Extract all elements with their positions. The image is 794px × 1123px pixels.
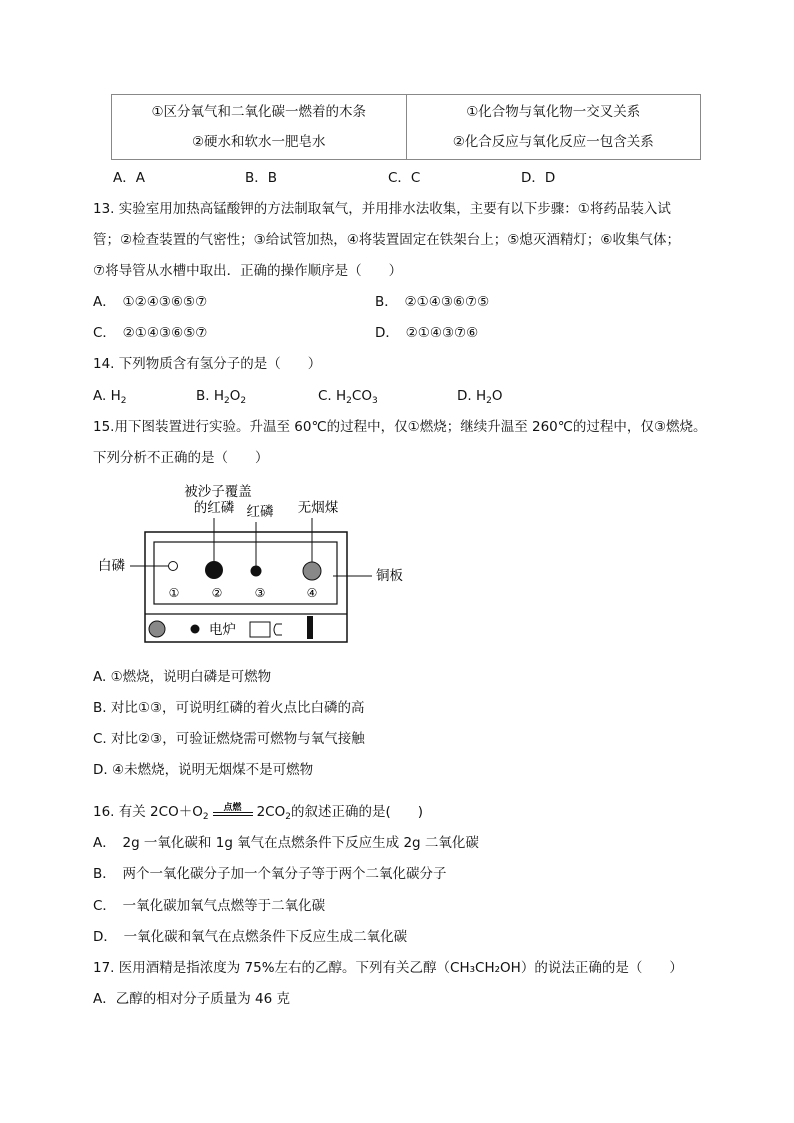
- q16-option-a: A． 2g 一氧化碳和 1g 氧气在点燃条件下反应生成 2g 二氧化碳: [93, 835, 479, 851]
- number-2: ②: [211, 586, 223, 600]
- q15-stem-line1: 15.用下图装置进行实验。升温至 60℃的过程中，仅①燃烧；继续升温至 260℃的过程中，仅③燃烧。: [93, 419, 707, 435]
- q14-option-a: A. $H_2$: [93, 388, 127, 406]
- q12-option-a: A．A: [113, 170, 145, 186]
- q13-option-a: A． ①②④③⑥⑤⑦: [93, 294, 208, 310]
- q14-stem: 14. 下列物质含有氢分子的是（ ）: [93, 356, 322, 372]
- q14-option-d: D. $H_2O$: [457, 388, 503, 406]
- label-coal: 无烟煤: [297, 500, 339, 516]
- table-left-row2: ②硬水和软水一肥皂水: [191, 134, 326, 150]
- table-cell-right: [406, 95, 701, 160]
- coal-dot: [303, 562, 321, 580]
- label-copper-plate: 铜板: [376, 568, 403, 584]
- label-white-phosphorus: 白磷: [98, 558, 125, 574]
- q16-option-b: B． 两个一氧化碳分子加一个氧分子等于两个二氧化碳分子: [93, 866, 447, 882]
- number-3: ③: [254, 586, 266, 600]
- stove-knob-gray: [149, 621, 165, 637]
- q15-option-a: A. ①燃烧，说明白磷是可燃物: [93, 669, 272, 685]
- label-covered-1: 被沙子覆盖: [184, 484, 252, 500]
- q15-option-c: C. 对比②③，可验证燃烧需可燃物与氧气接触: [93, 731, 365, 747]
- q13-stem-line3: ⑦将导管从水槽中取出．正确的操作顺序是（ ）: [93, 263, 403, 279]
- q15-stem-line2: 下列分析不正确的是（ ）: [93, 450, 269, 466]
- label-red-phosphorus: 红磷: [246, 504, 274, 520]
- q13-stem-line1: 13. 实验室用加热高锰酸钾的方法制取氧气，并用排水法收集，主要有以下步骤：①将药品装入试: [93, 201, 671, 217]
- stove-display: [250, 622, 270, 637]
- stove-switch-icon: [274, 624, 282, 635]
- q13-option-b: B． ②①④③⑥⑦⑤: [375, 294, 490, 310]
- q12-option-d: D．D: [521, 170, 556, 186]
- covered-red-phosphorus-dot: [205, 561, 223, 579]
- q16-option-d: D． 一氧化碳和氧气在点燃条件下反应生成二氧化碳: [93, 929, 408, 945]
- q12-option-c: C．C: [388, 170, 421, 186]
- table-right-row2: ②化合反应与氧化反应一包含关系: [452, 134, 654, 150]
- table-right-row1: ①化合物与氧化物一交叉关系: [466, 104, 641, 120]
- q16-stem: 16. 有关 $2CO+O_2$ 点燃 $2CO_2$的叙述正确的是( ): [93, 803, 423, 822]
- q15-option-b: B. 对比①③，可说明红磷的着火点比白磷的高: [93, 700, 365, 716]
- q12-option-b: B．B: [245, 170, 278, 186]
- reaction-condition-arrow: 点燃: [213, 802, 253, 822]
- q15-option-d: D. ④未燃烧，说明无烟煤不是可燃物: [93, 762, 314, 778]
- q13-option-c: C． ②①④③⑥⑤⑦: [93, 325, 208, 341]
- number-1: ①: [168, 586, 180, 600]
- q17-stem: 17. 医用酒精是指浓度为 75%左右的乙醇。下列有关乙醇（CH₃CH₂OH）的说法正确的是（ ）: [93, 960, 683, 976]
- white-phosphorus-dot: [169, 562, 178, 571]
- q16-option-c: C． 一氧化碳加氧气点燃等于二氧化碳: [93, 898, 326, 914]
- combustion-apparatus-figure: [90, 478, 430, 648]
- q13-option-d: D． ②①④③⑦⑥: [375, 325, 479, 341]
- comparison-table: [111, 94, 701, 160]
- q13-stem-line2: 管；②检查装置的气密性；③给试管加热，④将装置固定在铁架台上；⑤熄灭酒精灯；⑥收集气体；: [93, 232, 681, 248]
- stove-bar: [307, 616, 313, 639]
- stove-knob-black: [191, 625, 200, 634]
- table-left-row1: ①区分氧气和二氧化碳一燃着的木条: [151, 104, 367, 120]
- table-cell-left: [112, 95, 407, 160]
- label-covered-2: 的红磷: [193, 500, 235, 516]
- q14-option-c: C. $H_2CO_3$: [318, 388, 378, 406]
- q17-option-a: A．乙醇的相对分子质量为 46 克: [93, 991, 290, 1007]
- q14-option-b: B. $H_2O_2$: [196, 388, 247, 406]
- number-4: ④: [306, 586, 318, 600]
- label-electric-stove: 电炉: [209, 622, 236, 638]
- red-phosphorus-dot: [251, 566, 262, 577]
